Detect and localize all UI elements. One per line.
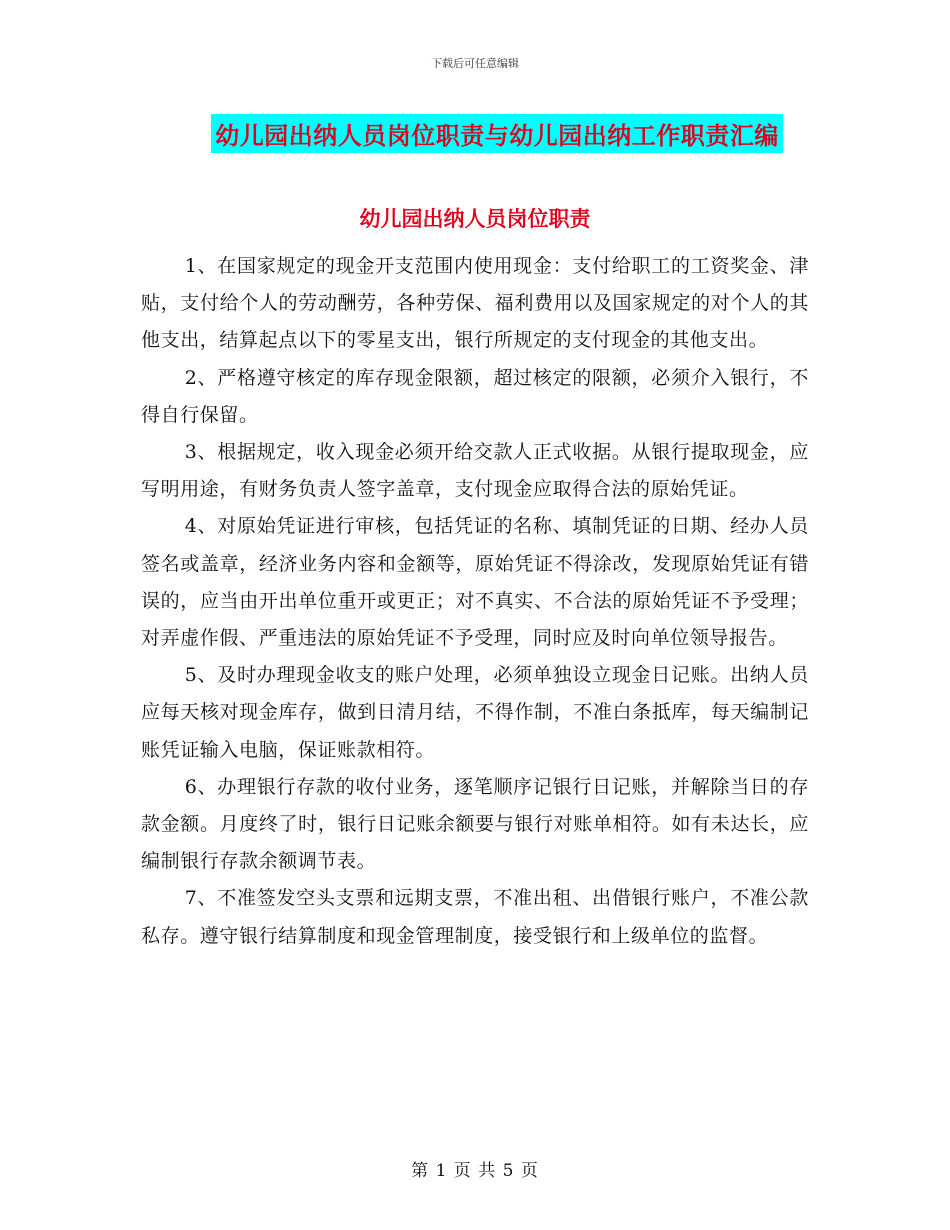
page-number: 第 1 页 共 5 页	[411, 1161, 539, 1181]
section-title: 幼儿园出纳人员岗位职责	[359, 206, 591, 231]
paragraph-2: 2、严格遵守核定的库存现金限额，超过核定的限额，必须介入银行，不得自行保留。	[141, 366, 809, 426]
paragraph-6: 6、办理银行存款的收付业务，逐笔顺序记银行日记账，并解除当日的存款金额。月度终了时，银行日记账余额要与银行对账单相符。如有未达长，应编制银行存款余额调节表。	[141, 775, 809, 873]
paragraph-7: 7、不准签发空头支票和远期支票，不准出租、出借银行账户，不准公款私存。遵守银行结算制度和现金管理制度，接受银行和上级单位的监督。	[141, 887, 809, 947]
document-body	[141, 248, 809, 955]
document-title-container	[0, 114, 950, 153]
document-title: 幼儿园出纳人员岗位职责与幼儿园出纳工作职责汇编	[211, 114, 783, 153]
paragraph-3: 3、根据规定，收入现金必须开给交款人正式收据。从银行提取现金，应写明用途，有财务负责人签字盖章，支付现金应取得合法的原始凭证。	[141, 441, 809, 501]
paragraph-4: 4、对原始凭证进行审核，包括凭证的名称、填制凭证的日期、经办人员签名或盖章，经济业务内容和金额等，原始凭证不得涂改，发现原始凭证有错误的，应当由开出单位重开或更正；对不真实、不合法的原始凭证不予受理；对弄虚作假、严重违法的原始凭证不予受理，同时应及时向单位领导报告。	[141, 515, 809, 650]
paragraph-5: 5、及时办理现金收支的账户处理，必须单独设立现金日记账。出纳人员应每天核对现金库存，做到日清月结，不得作制，不准白条抵库，每天编制记账凭证输入电脑，保证账款相符。	[141, 664, 809, 761]
header-note: 下载后可任意编辑	[431, 57, 519, 70]
paragraph-1: 1、在国家规定的现金开支范围内使用现金：支付给职工的工资奖金、津贴，支付给个人的劳动酬劳，各种劳保、福利费用以及国家规定的对个人的其他支出，结算起点以下的零星支出，银行所规定的支付现金的其他支出。	[141, 255, 809, 352]
